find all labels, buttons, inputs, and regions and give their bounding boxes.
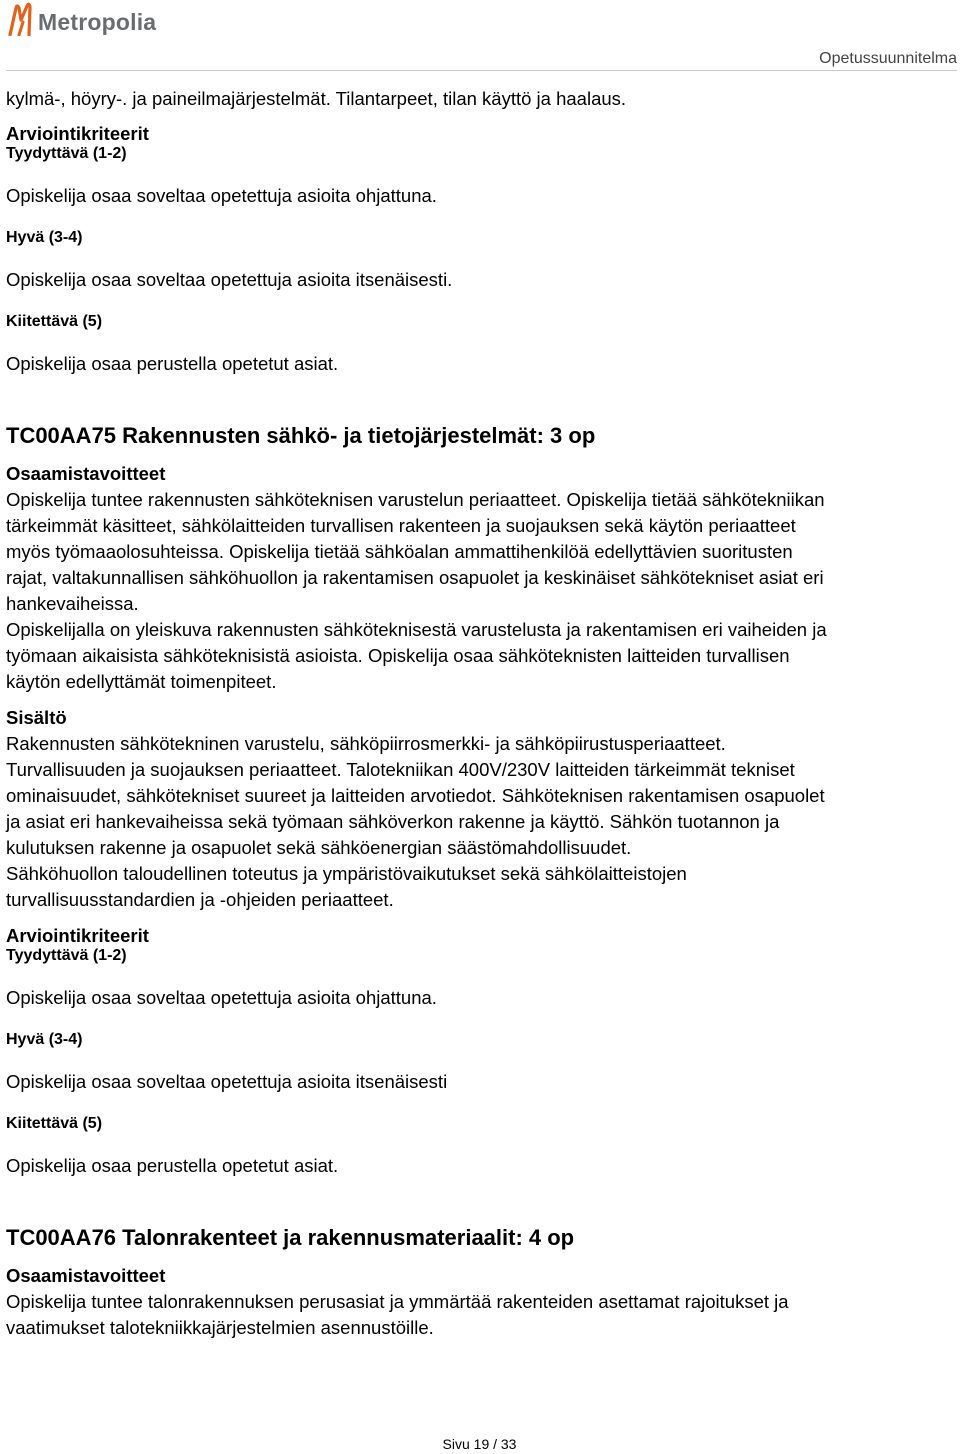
text-line: ja asiat eri hankevaiheissa sekä työmaan sähköverkon rakenne ja käyttö. Sähkön tuotannon ja (6, 811, 780, 832)
page-content (6, 86, 956, 1341)
text-line: ominaisuudet, sähkötekniset suureet ja laitteiden arvotiedot. Sähköteknisen rakentamisen osapuolet (6, 785, 825, 806)
intro-text: kylmä-, höyry-. ja paineilmajärjestelmät. Tilantarpeet, tilan käyttö ja haalaus. (6, 88, 627, 109)
content-text (6, 731, 956, 913)
course-title: TC00AA75 Rakennusten sähkö- ja tietojärjestelmät: 3 op (6, 423, 596, 448)
header-divider (6, 70, 957, 71)
text-line: käytön edellyttämät toimenpiteet. (6, 671, 277, 692)
criteria-heading: Arviointikriteerit (6, 123, 149, 144)
text-line: Opiskelija tuntee talonrakennuksen perusasiat ja ymmärtää rakenteiden asettamat rajoitukset ja (6, 1291, 789, 1312)
document-type: Opetussuunnitelma (819, 50, 957, 67)
grade-text: Opiskelija osaa perustella opetetut asiat. (6, 353, 339, 374)
text-line: turvallisuusstandardien ja -ohjeiden periaatteet. (6, 889, 394, 910)
grade-label: Kiitettävä (5) (6, 1115, 103, 1132)
grade-text: Opiskelija osaa perustella opetetut asiat. (6, 1155, 339, 1176)
outcomes-text (6, 487, 956, 695)
outcomes-heading: Osaamistavoitteet (6, 1265, 166, 1286)
text-line: myös työmaaolosuhteissa. Opiskelija tietää sähköalan ammattihenkilöä edellyttävien suoritusten (6, 541, 793, 562)
grade-text: Opiskelija osaa soveltaa opetettuja asioita itsenäisesti (6, 1071, 448, 1092)
text-line: työmaan aikaisista sähköteknisistä asioista. Opiskelija osaa sähköteknisten laitteiden turvallisen (6, 645, 790, 666)
text-line: hankevaiheissa. (6, 593, 139, 614)
grade-label: Kiitettävä (5) (6, 313, 103, 330)
text-line: Rakennusten sähkötekninen varustelu, sähköpiirrosmerkki- ja sähköpiirustusperiaatteet. (6, 733, 726, 754)
text-line: kulutuksen rakenne ja osapuolet sekä sähköenergian säästömahdollisuudet. (6, 837, 632, 858)
page-footer (0, 1436, 960, 1452)
course-title: TC00AA76 Talonrakenteet ja rakennusmateriaalit: 4 op (6, 1225, 575, 1250)
text-line: Opiskelija tuntee rakennusten sähköteknisen varustelun periaatteet. Opiskelija tietää sähkötekniikan (6, 489, 825, 510)
grade-text: Opiskelija osaa soveltaa opetettuja asioita ohjattuna. (6, 987, 437, 1008)
logo (7, 2, 156, 36)
grade-text: Opiskelija osaa soveltaa opetettuja asioita ohjattuna. (6, 185, 437, 206)
grade-label: Hyvä (3-4) (6, 229, 83, 246)
text-line: Opiskelijalla on yleiskuva rakennusten sähköteknisestä varustelusta ja rakentamisen eri vaiheiden ja (6, 619, 827, 640)
text-line: rajat, valtakunnallisen sähköhuollon ja rakentamisen osapuolet ja keskinäiset sähkötekniset asiat eri (6, 567, 824, 588)
outcomes-text (6, 1289, 956, 1341)
text-line: vaatimukset talotekniikkajärjestelmien asennustöille. (6, 1317, 434, 1338)
grade-text: Opiskelija osaa soveltaa opetettuja asioita itsenäisesti. (6, 269, 453, 290)
criteria-heading: Arviointikriteerit (6, 925, 149, 946)
text-line: tärkeimmät käsitteet, sähkölaitteiden turvallisen rakenteen ja suojauksen sekä käytön periaatteet (6, 515, 796, 536)
page-header (0, 0, 960, 72)
grade-label: Hyvä (3-4) (6, 1031, 83, 1048)
logo-text: Metropolia (38, 9, 157, 35)
content-heading: Sisältö (6, 707, 67, 728)
outcomes-heading: Osaamistavoitteet (6, 463, 166, 484)
metropolia-logo-icon (7, 2, 37, 36)
text-line: Turvallisuuden ja suojauksen periaatteet. Talotekniikan 400V/230V laitteiden tärkeimmät tekniset (6, 759, 795, 780)
text-line: Sähköhuollon taloudellinen toteutus ja ympäristövaikutukset sekä sähkölaitteistojen (6, 863, 687, 884)
page-number: Sivu 19 / 33 (442, 1436, 517, 1452)
grade-label: Tyydyttävä (1-2) (6, 145, 127, 162)
grade-label: Tyydyttävä (1-2) (6, 947, 127, 964)
